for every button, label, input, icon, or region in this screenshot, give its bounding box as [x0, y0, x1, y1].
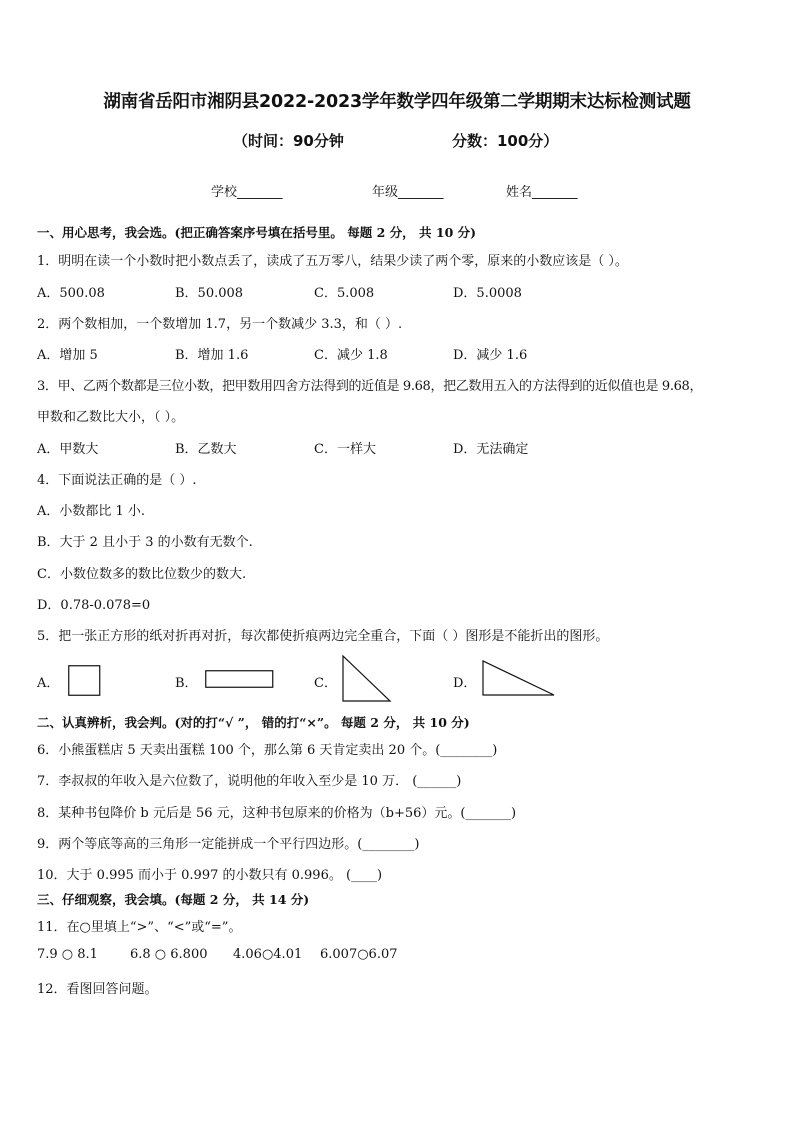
question-5: 5．把一张正方形的纸对折再对折，每次都使折痕两边完全重合，下面（ ）图形是不能折出的图形。 [37, 629, 609, 644]
q3-option-d[interactable]: D．无法确定 [453, 442, 529, 457]
question-6: 6．小熊蛋糕店 5 天卖出蛋糕 100 个，那么第 6 天肯定卖出 20 个。(________) [37, 743, 498, 758]
question-12: 12．看图回答问题。 [37, 982, 158, 997]
grade-field[interactable]: 年级_______ [372, 185, 444, 200]
q1-option-d[interactable]: D．5.0008 [453, 286, 522, 301]
question-3-line-2: 甲数和乙数比大小，（ ）。 [37, 410, 185, 425]
school-field[interactable]: 学校_______ [211, 185, 283, 200]
question-3-line-1: 3．甲、乙两个数都是三位小数，把甲数用四舍方法得到的近值是 9.68，把乙数用五入的方法得到的近似值也是 9.68， [37, 379, 703, 394]
section-1-heading: 一、用心思考，我会选。(把正确答案序号填在括号里。 每题 2 分， 共 10 分) [37, 225, 477, 240]
q5-option-a[interactable]: A． [37, 676, 60, 691]
q11-item-3[interactable]: 4.06○4.01 [233, 947, 303, 962]
question-9: 9．两个等底等高的三角形一定能拼成一个平行四边形。(________) [37, 837, 420, 852]
rectangle-figure [205, 670, 274, 689]
q5-option-d[interactable]: D． [453, 676, 477, 691]
q4-option-a[interactable]: A．小数都比 1 小. [37, 504, 146, 519]
section-2-heading: 二、认真辨析，我会判。(对的打“√ ”， 错的打“×”。 每题 2 分， 共 10 分) [37, 715, 470, 730]
question-2: 2．两个数相加，一个数增加 1.7，另一个数减少 3.3，和（ ）. [37, 317, 403, 332]
q4-option-c[interactable]: C．小数位数多的数比位数少的数大. [37, 567, 247, 582]
question-4: 4．下面说法正确的是（ ）. [37, 473, 197, 488]
q1-option-c[interactable]: C．5.008 [314, 286, 375, 301]
q5-option-c[interactable]: C． [314, 676, 337, 691]
section-3-heading: 三、仔细观察，我会填。(每题 2 分， 共 14 分) [37, 892, 310, 907]
q3-option-a[interactable]: A．甲数大 [37, 442, 99, 457]
name-field[interactable]: 姓名_______ [506, 185, 578, 200]
q2-option-a[interactable]: A．增加 5 [37, 348, 98, 363]
q2-option-b[interactable]: B．增加 1.6 [175, 348, 249, 363]
question-8: 8．某种书包降价 b 元后是 56 元，这种书包原来的价格为（b+56）元。(_______) [37, 806, 517, 821]
q2-option-c[interactable]: C．减少 1.8 [314, 348, 388, 363]
question-10: 10．大于 0.995 而小于 0.997 的小数只有 0.996。 (____) [37, 868, 383, 883]
q3-option-c[interactable]: C．一样大 [314, 442, 376, 457]
q1-option-b[interactable]: B．50.008 [175, 286, 244, 301]
question-7: 7．李叔叔的年收入是六位数了，说明他的年收入至少是 10 万． (______) [37, 774, 462, 789]
q11-item-1[interactable]: 7.9 ○ 8.1 [37, 947, 98, 962]
q11-item-4[interactable]: 6.007○6.07 [320, 947, 398, 962]
obtuse-triangle-figure [481, 660, 557, 698]
square-figure [68, 665, 102, 697]
q4-option-b[interactable]: B．大于 2 且小于 3 的小数有无数个. [37, 535, 253, 550]
total-score: 分数：100分） [452, 132, 559, 150]
q2-option-d[interactable]: D．减少 1.6 [453, 348, 528, 363]
q11-item-2[interactable]: 6.8 ○ 6.800 [130, 947, 208, 962]
question-11: 11．在○里填上“>”、“<”或“=”。 [37, 920, 242, 935]
exam-title: 湖南省岳阳市湘阴县2022-2023学年数学四年级第二学期期末达标检测试题 [103, 92, 691, 112]
q5-option-b[interactable]: B． [175, 676, 198, 691]
q3-option-b[interactable]: B．乙数大 [175, 442, 237, 457]
time-limit: （时间：90分钟 [233, 132, 344, 150]
right-triangle-figure [341, 655, 393, 703]
q4-option-d[interactable]: D．0.78-0.078=0 [37, 598, 151, 613]
question-1: 1．明明在读一个小数时把小数点丢了，读成了五万零八，结果少读了两个零，原来的小数应该是（ ）。 [37, 254, 628, 269]
q1-option-a[interactable]: A．500.08 [37, 286, 105, 301]
